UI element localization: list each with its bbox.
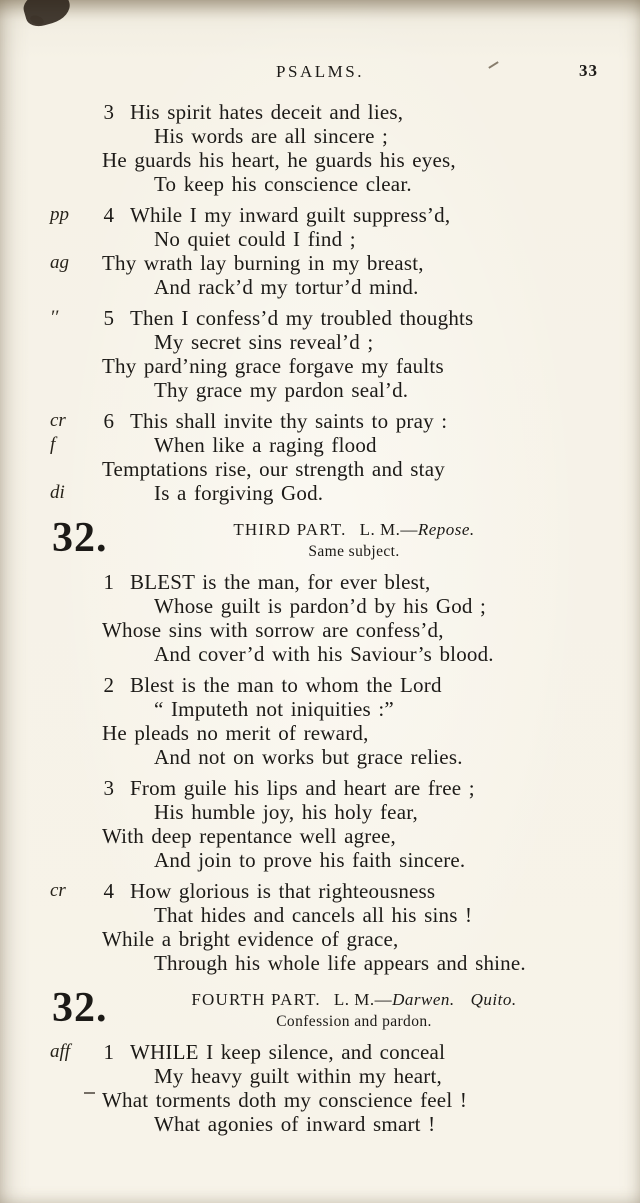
stanza — [0, 100, 640, 196]
stanza-number — [92, 903, 114, 927]
stanza-number: 3 — [103, 100, 114, 124]
stanza-number: 4 — [103, 879, 114, 903]
expression-mark — [0, 1088, 92, 1112]
verse-line — [0, 1064, 640, 1088]
verse-line — [0, 848, 640, 872]
ink-smudge — [20, 0, 73, 30]
verse-text: He guards his heart, he guards his eyes, — [102, 148, 456, 172]
verse-text: Is a forgiving God. — [154, 481, 324, 505]
verse-line — [0, 251, 640, 275]
page-title: PSALMS. — [276, 62, 364, 81]
expression-mark — [0, 642, 92, 666]
stanza-number — [92, 697, 114, 721]
verse-line — [0, 673, 640, 697]
stanza-number: 4 — [103, 203, 114, 227]
verse-line — [0, 800, 640, 824]
verse-line — [0, 1112, 640, 1136]
verse-text: That hides and cancels all his sins ! — [154, 903, 473, 927]
part-label: FOURTH PART. — [191, 990, 321, 1009]
stanza-number — [92, 124, 114, 148]
verse-line — [0, 306, 640, 330]
expression-mark: ag — [50, 252, 69, 273]
stanza-number — [92, 275, 114, 299]
verse-text: Then I confess’d my troubled thoughts — [130, 306, 474, 330]
stanza — [0, 306, 640, 402]
expression-mark: pp — [50, 204, 69, 225]
stanza-number: 2 — [103, 673, 114, 697]
expression-mark — [0, 275, 92, 299]
verse-text: My secret sins reveal’d ; — [154, 330, 374, 354]
page-number: 33 — [579, 61, 598, 80]
expression-mark — [0, 697, 92, 721]
stanza — [0, 570, 640, 666]
verse-line — [0, 951, 640, 975]
stanza-number — [92, 378, 114, 402]
expression-mark — [0, 824, 92, 848]
verse-line — [0, 433, 640, 457]
verse-line — [0, 570, 640, 594]
verse-text: How glorious is that righteousness — [130, 879, 436, 903]
stanza — [0, 203, 640, 299]
stanza — [0, 673, 640, 769]
stanza-number: 5 — [103, 306, 114, 330]
verse-text: His humble joy, his holy fear, — [154, 800, 419, 824]
verse-text: When like a raging flood — [154, 433, 377, 457]
verse-text: Thy wrath lay burning in my breast, — [102, 251, 424, 275]
stanza-number: 6 — [103, 409, 114, 433]
verse-text: And join to prove his faith sincere. — [154, 848, 466, 872]
verse-text: This shall invite thy saints to pray : — [130, 409, 448, 433]
expression-mark — [0, 1112, 92, 1136]
expression-mark — [0, 1064, 92, 1088]
verse-text: My heavy guilt within my heart, — [154, 1064, 442, 1088]
verse-line — [0, 124, 640, 148]
verse-line — [0, 721, 640, 745]
stanza-number — [92, 481, 114, 505]
hymn-subtitle: Confession and pardon. — [276, 1013, 432, 1030]
stanza — [0, 409, 640, 505]
expression-mark: cr — [50, 410, 66, 431]
page-header — [0, 62, 640, 82]
meter-label: L. M.— — [333, 990, 393, 1009]
verse-text: His words are all sincere ; — [154, 124, 389, 148]
verse-line — [0, 100, 640, 124]
verse-line — [0, 642, 640, 666]
verse-line — [0, 776, 640, 800]
expression-mark: ′′ — [50, 307, 59, 328]
expression-mark — [0, 848, 92, 872]
hymn-heading-text — [132, 515, 640, 561]
stanza-number — [92, 330, 114, 354]
expression-mark — [0, 927, 92, 951]
expression-mark — [0, 378, 92, 402]
verse-line — [0, 618, 640, 642]
expression-mark: cr — [50, 880, 66, 901]
hymn-title-line — [132, 520, 576, 540]
expression-mark: f — [50, 434, 56, 455]
verse-text: Through his whole life appears and shine. — [154, 951, 526, 975]
page-content — [0, 100, 640, 1136]
expression-mark — [0, 330, 92, 354]
stanza-number: 1 — [103, 570, 114, 594]
stanza-number — [92, 951, 114, 975]
stanza-number — [92, 800, 114, 824]
verse-text: BLEST is the man, for ever blest, — [130, 570, 431, 594]
expression-mark — [0, 721, 92, 745]
verse-text: No quiet could I find ; — [154, 227, 356, 251]
hymn-heading-text — [132, 985, 640, 1031]
verse-text: His spirit hates deceit and lies, — [130, 100, 404, 124]
expression-mark: di — [50, 482, 65, 503]
stanza-number: 1 — [103, 1040, 114, 1064]
expression-mark — [0, 594, 92, 618]
hymn-title-line — [132, 990, 576, 1010]
stanza — [0, 1040, 640, 1136]
verse-text: Blest is the man to whom the Lord — [130, 673, 442, 697]
tune-name: Repose. — [417, 520, 475, 539]
verse-line — [0, 354, 640, 378]
expression-mark — [0, 227, 92, 251]
expression-mark — [0, 172, 92, 196]
verse-line — [0, 148, 640, 172]
hymn-number: 32. — [52, 985, 108, 1031]
verse-text: “ Imputeth not iniquities :” — [154, 697, 394, 721]
verse-line — [0, 594, 640, 618]
stanza-number — [92, 848, 114, 872]
expression-mark — [0, 457, 92, 481]
expression-mark: aff — [50, 1041, 71, 1062]
verse-line — [0, 903, 640, 927]
verse-text: WHILE I keep silence, and conceal — [130, 1040, 446, 1064]
expression-mark — [0, 951, 92, 975]
verse-text: Whose sins with sorrow are confess’d, — [102, 618, 444, 642]
verse-line — [0, 203, 640, 227]
verse-line — [0, 330, 640, 354]
stray-mark — [84, 1092, 95, 1094]
stanza-number — [92, 1112, 114, 1136]
expression-mark — [0, 903, 92, 927]
part-label: THIRD PART. — [233, 520, 347, 539]
verse-line — [0, 481, 640, 505]
verse-line — [0, 879, 640, 903]
verse-line — [0, 275, 640, 299]
hymn-subtitle: Same subject. — [308, 543, 400, 560]
verse-text: He pleads no merit of reward, — [102, 721, 369, 745]
expression-mark — [0, 776, 92, 800]
verse-line — [0, 927, 640, 951]
verse-line — [0, 697, 640, 721]
verse-text: Thy pard’ning grace forgave my faults — [102, 354, 444, 378]
stanza-number: 3 — [103, 776, 114, 800]
meter-label: L. M.— — [359, 520, 418, 539]
stanza-number — [92, 1064, 114, 1088]
verse-text: Whose guilt is pardon’d by his God ; — [154, 594, 487, 618]
verse-text: And not on works but grace relies. — [154, 745, 463, 769]
verse-text: While a bright evidence of grace, — [102, 927, 399, 951]
verse-text: What torments doth my conscience feel ! — [102, 1088, 468, 1112]
verse-line — [0, 409, 640, 433]
verse-text: Thy grace my pardon seal’d. — [154, 378, 409, 402]
expression-mark — [0, 124, 92, 148]
verse-text: From guile his lips and heart are free ; — [130, 776, 475, 800]
verse-text: With deep repentance well agree, — [102, 824, 396, 848]
verse-text: And rack’d my tortur’d mind. — [154, 275, 419, 299]
stanza-number — [92, 172, 114, 196]
stanza — [0, 879, 640, 975]
expression-mark — [0, 354, 92, 378]
expression-mark — [0, 100, 92, 124]
verse-line — [0, 172, 640, 196]
stanza-number — [92, 227, 114, 251]
stanza-number — [92, 433, 114, 457]
tune-name-alt: Quito. — [470, 990, 517, 1009]
hymn-number: 32. — [52, 515, 108, 561]
hymn-heading — [0, 515, 640, 561]
expression-mark — [0, 618, 92, 642]
expression-mark — [0, 570, 92, 594]
expression-mark — [0, 673, 92, 697]
verse-text: While I my inward guilt suppress’d, — [130, 203, 451, 227]
expression-mark — [0, 800, 92, 824]
verse-line — [0, 1040, 640, 1064]
verse-text: What agonies of inward smart ! — [154, 1112, 436, 1136]
tune-name: Darwen. — [392, 990, 455, 1009]
stanza-number — [92, 642, 114, 666]
verse-line — [0, 745, 640, 769]
verse-line — [0, 378, 640, 402]
hymn-heading — [0, 985, 640, 1031]
stanza-number — [92, 745, 114, 769]
verse-text: And cover’d with his Saviour’s blood. — [154, 642, 494, 666]
verse-line — [0, 824, 640, 848]
verse-text: Temptations rise, our strength and stay — [102, 457, 445, 481]
verse-line — [0, 1088, 640, 1112]
verse-text: To keep his conscience clear. — [154, 172, 412, 196]
verse-line — [0, 227, 640, 251]
verse-line — [0, 457, 640, 481]
expression-mark — [0, 745, 92, 769]
expression-mark — [0, 148, 92, 172]
stanza-number — [92, 594, 114, 618]
stanza — [0, 776, 640, 872]
